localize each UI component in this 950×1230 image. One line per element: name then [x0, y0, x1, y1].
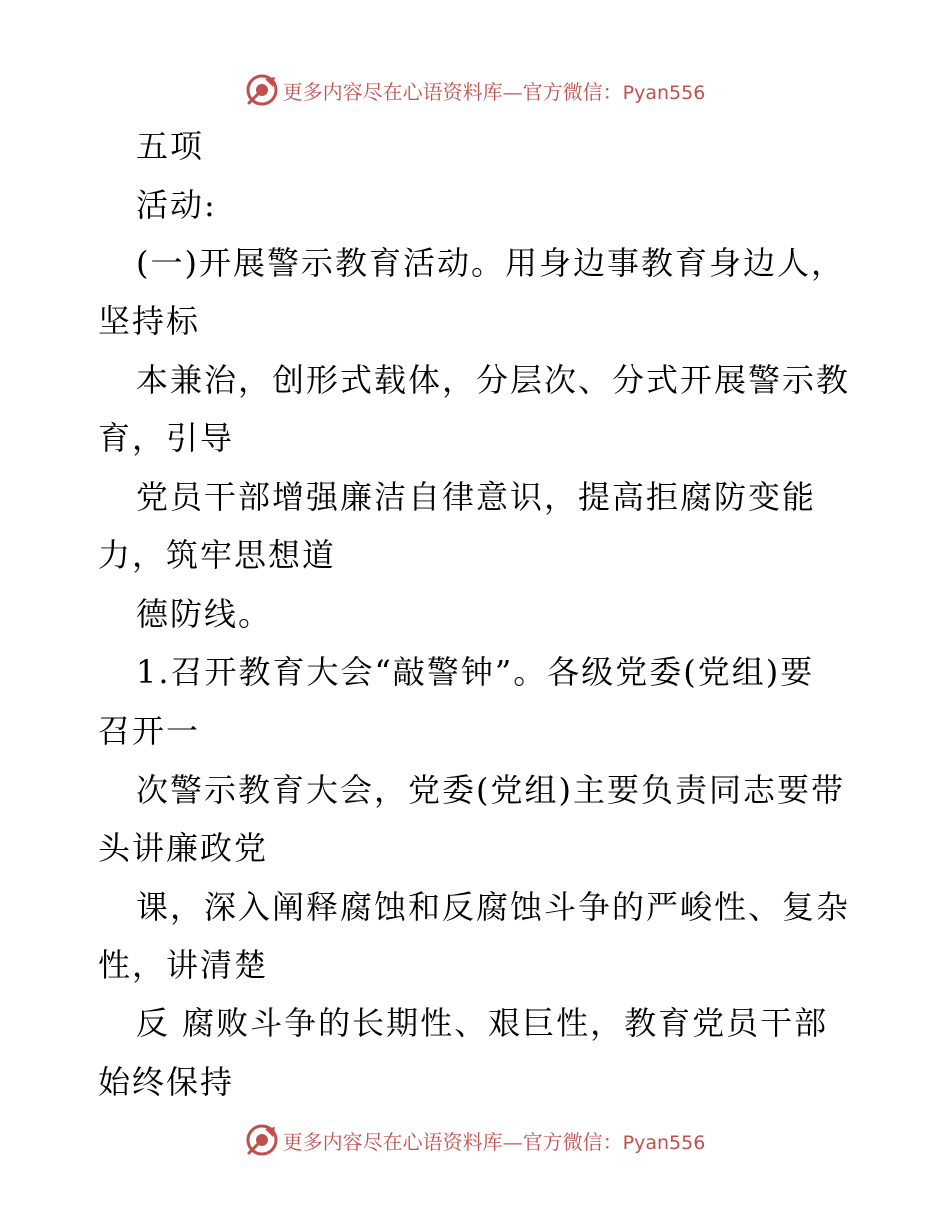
text-line: 课，深入阐释腐蚀和反腐蚀斗争的严峻性、复杂 — [136, 888, 851, 926]
text-line: (一)开展警示教育活动。用身边事教育身边人， — [136, 244, 845, 282]
text-line: 力，筑牢思想道 — [98, 536, 337, 574]
text-line: 反 腐败斗争的长期性、艰巨性，教育党员干部 — [136, 1004, 829, 1042]
text-line: 头讲廉政党 — [98, 829, 269, 867]
text-line: 育，引导 — [98, 419, 235, 457]
footer-wechat-id: Pyan556 — [622, 1131, 706, 1154]
header-wechat-id: Pyan556 — [622, 81, 706, 104]
text-line: 坚持标 — [98, 302, 201, 340]
text-line: 始终保持 — [98, 1063, 235, 1101]
footer-banner — [0, 1118, 950, 1162]
text-line: 召开一 — [98, 712, 201, 750]
text-line: 本兼治，创形式载体，分层次、分式开展警示教 — [136, 361, 851, 399]
text-line: 活动: — [136, 186, 217, 224]
footer-banner-main: 更多内容尽在心语资料库—官方微信： — [282, 1129, 623, 1154]
text-line: 五项 — [136, 127, 205, 165]
text-line: 党员干部增强廉洁自律意识，提高拒腐防变能 — [136, 478, 817, 516]
footer-banner-text — [283, 1126, 706, 1155]
pen-logo-icon — [245, 1123, 279, 1157]
text-line: 性，讲清楚 — [98, 946, 269, 984]
text-line: 次警示教育大会，党委(党组)主要负责同志要带 — [136, 771, 845, 809]
header-banner-main: 更多内容尽在心语资料库—官方微信： — [282, 79, 623, 104]
text-line: 1.召开教育大会“敲警钟”。各级党委(党组)要 — [136, 653, 815, 691]
text-line: 德防线。 — [136, 595, 273, 633]
